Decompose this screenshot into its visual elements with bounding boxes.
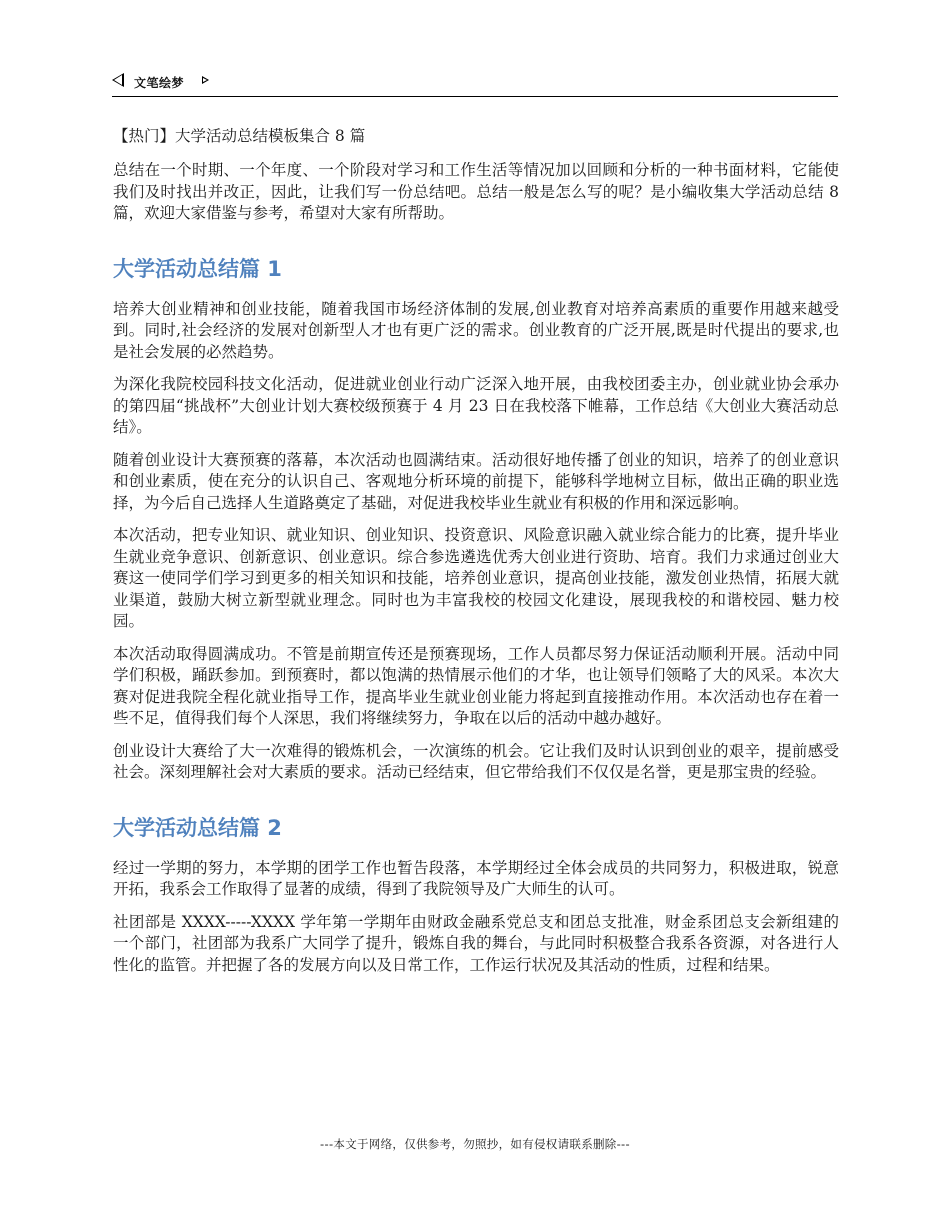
section-1-paragraph: 本次活动取得圆满成功。不管是前期宣传还是预赛现场，工作人员都尽努力保证活动顺利开展。活动中同学们积极，踊跃参加。到预赛时，都以饱满的热情展示他们的才华，也让领导们领略了大的风采。本次大赛对促进我院全程化就业指导工作，提高毕业生就业创业能力将起到直接推动作用。本次活动也存在着一些不足，值得我们每个人深思，我们将继续努力，争取在以后的活动中越办越好。: [113, 644, 839, 727]
section-1-paragraph: 为深化我院校园科技文化活动，促进就业创业行动广泛深入地开展，由我校团委主办，创业就业协会承办的第四届“挑战杯”大创业计划大赛校级预赛于 4 月 23 日在我校落下帷幕，工作总结《大创业大赛活动总结》。: [113, 375, 839, 436]
page-footer: ---本文于网络，仅供参考，勿照抄，如有侵权请联系删除---: [320, 1137, 630, 1151]
section-1-paragraph: 本次活动，把专业知识、就业知识、创业知识、投资意识、风险意识融入就业综合能力的比赛，提升毕业生就业竞争意识、创新意识、创业意识。综合参选遴选优秀大创业进行资助、培育。我们力求通过创业大赛这一使同学们学习到更多的相关知识和技能，培养创业意识，提高创业技能，激发创业热情，拓展大就业渠道，鼓励大树立新型就业理念。同时也为丰富我校的校园文化建设，展现我校的和谐校园、魅力校园。: [113, 526, 839, 630]
page-header: [112, 70, 838, 97]
right-triangle-icon: [202, 76, 209, 84]
section-1-paragraph: 随着创业设计大赛预赛的落幕，本次活动也圆满结束。活动很好地传播了创业的知识，培养了的创业意识和创业素质，使在充分的认识自己、客观地分析环境的前提下，能够科学地树立目标，做出正确的职业选择，为今后自己选择人生道路奠定了基础，对促进我校毕业生就业有积极的作用和深远影响。: [113, 450, 839, 512]
section-1-paragraph: 创业设计大赛给了大一次难得的锻炼机会，一次演练的机会。它让我们及时认识到创业的艰辛，提前感受社会。深刻理解社会对大素质的要求。活动已经结束，但它带给我们不仅仅是名誉，更是那宝贵的经验。: [113, 741, 839, 781]
section-2-paragraph: 经过一学期的努力，本学期的团学工作也暂告段落，本学期经过全体会成员的共同努力，积极进取，锐意开拓，我系会工作取得了显著的成绩，得到了我院领导及广大师生的认可。: [113, 858, 839, 898]
document-title: 【热门】大学活动总结模板集合 8 篇: [113, 127, 366, 145]
section-heading-2: 大学活动总结篇 2: [113, 815, 282, 840]
section-heading-1: 大学活动总结篇 1: [113, 256, 282, 281]
left-triangle-icon: [112, 73, 124, 87]
section-1-paragraph: 培养大创业精神和创业技能，随着我国市场经济体制的发展,创业教育对培养高素质的重要作用越来越受到。同时,社会经济的发展对创新型人才也有更广泛的需求。创业教育的广泛开展,既是时代提出的要求,也是社会发展的必然趋势。: [113, 299, 839, 361]
intro-paragraph: 总结在一个时期、一个年度、一个阶段对学习和工作生活等情况加以回顾和分析的一种书面材料，它能使我们及时找出并改正，因此，让我们写一份总结吧。总结一般是怎么写的呢？是小编收集大学活动总结 8 篇，欢迎大家借鉴与参考，希望对大家有所帮助。: [113, 161, 839, 222]
brand-name: 文笔绘梦: [134, 76, 185, 90]
section-2-paragraph: 社团部是 XXXX-----XXXX 学年第一学期年由财政金融系党总支和团总支批准，财金系团总支会新组建的一个部门，社团部为我系广大同学了提升，锻炼自我的舞台，与此同时积极整合我系各资源，对各进行人性化的监管。并把握了各的发展方向以及日常工作，工作运行状况及其活动的性质，过程和结果。: [113, 912, 839, 974]
document-body: [113, 124, 839, 987]
